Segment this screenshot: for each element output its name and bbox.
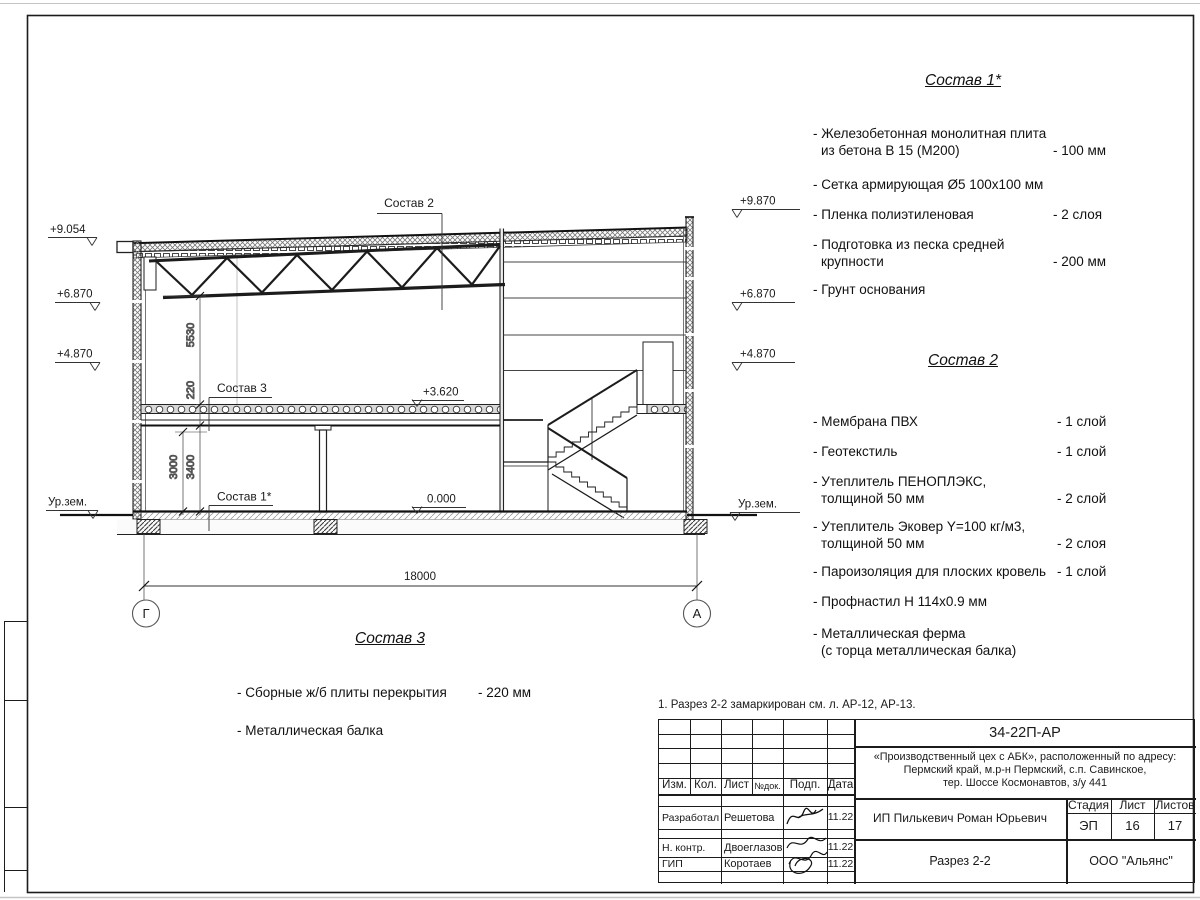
vertical-dimensions — [163, 292, 206, 516]
elevation-mark-4870-left — [55, 349, 100, 371]
hall-column — [315, 426, 331, 513]
row-name: Коротаев — [724, 858, 772, 870]
section-title: Разрез 2-2 — [929, 854, 991, 869]
list-title: Состав 2 — [928, 352, 998, 369]
list-item: - Геотекстиль - 1 слой — [813, 444, 1107, 459]
row-date: 11.22 — [827, 841, 854, 854]
list-item: - Пленка полиэтиленовая - 2 слоя — [813, 207, 1103, 222]
eave-cap — [117, 242, 133, 253]
row-role: Разработал — [662, 811, 720, 824]
col-header-list: Лист — [724, 779, 749, 792]
list-item: - Подготовка из песка средней крупности - 200 мм — [813, 237, 1107, 269]
sheet-note: 1. Разрез 2-2 замаркирован см. л. АР-12, АР-13. — [658, 699, 916, 711]
list-title: Состав 1* — [925, 72, 1001, 89]
sheets-total: 17 — [1167, 817, 1183, 833]
signature-reshetova — [783, 800, 827, 830]
floor-slab — [141, 405, 686, 433]
elevation-mark-9054 — [48, 224, 97, 246]
svg-text:Состав 3: Состав 3 — [217, 381, 267, 395]
list-item: - Металлическая ферма (с торца металлическая балка) — [813, 626, 1017, 658]
company-name: ООО "Альянс" — [1089, 854, 1173, 869]
door-opening — [643, 342, 673, 405]
elevation-text: Ур.зем. — [738, 498, 778, 511]
dim-3400-text: 3400 — [185, 454, 197, 480]
row-role: Н. контр. — [662, 841, 706, 854]
dimension-18000 — [133, 534, 711, 627]
axis-left-label: Г — [142, 606, 150, 621]
stage-value: ЭП — [1079, 817, 1098, 833]
svg-text:0.000: 0.000 — [427, 493, 456, 506]
svg-text:Состав 1*: Состав 1* — [217, 489, 272, 504]
label-level-3620 — [412, 387, 464, 407]
list-item: - Мембрана ПВХ - 1 слой — [813, 414, 1107, 429]
svg-text:Состав 2: Состав 2 — [384, 196, 434, 210]
elevation-text: +9.870 — [740, 195, 776, 208]
stage-label: Стадия — [1068, 797, 1109, 812]
row-name: Решетова — [724, 811, 775, 824]
elevation-text: Ур.зем. — [48, 496, 88, 509]
row-name: Двоеглазов — [724, 841, 783, 854]
dim-3000-text: 3000 — [168, 454, 180, 480]
sheets-label: Листов — [1155, 797, 1195, 812]
elevation-text: +4.870 — [57, 348, 93, 361]
client-name: ИП Пилькевич Роман Юрьевич — [873, 810, 1047, 825]
elevation-mark-9870 — [732, 196, 800, 218]
sheet-label: Лист — [1119, 797, 1146, 812]
col-header-data: Дата — [827, 779, 854, 792]
roof — [117, 228, 687, 259]
elevation-mark-ground-right — [730, 499, 800, 521]
row-role: ГИП — [662, 858, 683, 870]
list-title: Состав 3 — [355, 630, 425, 647]
col-header-podp: Подп. — [789, 779, 821, 792]
dim-18000-text: 18000 — [404, 571, 436, 583]
interior-wall — [500, 229, 504, 513]
project-address-line1: «Производственный цех с АБК», расположенный по адресу: — [873, 750, 1177, 763]
elevation-text: +4.870 — [740, 348, 776, 361]
dim-5530-text: 5530 — [185, 322, 197, 348]
axis-right-label: А — [692, 606, 702, 621]
signature-dvoeglazov-korotaev — [783, 832, 829, 882]
col-header-ndok: №док. — [754, 780, 781, 791]
dim-220-text: 220 — [185, 380, 197, 400]
elevation-text: +6.870 — [57, 288, 93, 301]
list-item: - Сетка армирующая Ø5 100х100 мм — [813, 177, 1044, 192]
row-date: 11.22 — [827, 857, 854, 870]
frame-left-column — [5, 621, 28, 892]
project-address-line2: Пермский край, м.р-н Пермский, с.п. Савинское, — [903, 763, 1147, 776]
list-item: - Профнастил Н 114х0.9 мм — [813, 594, 987, 609]
sheet-number: 16 — [1125, 817, 1140, 833]
stairs — [504, 370, 638, 518]
list-item: - Железобетонная монолитная плита из бетона В 15 (М200) - 100 мм — [813, 126, 1107, 158]
right-wall — [684, 217, 695, 532]
elevation-marks-left — [46, 224, 100, 519]
list-item: - Пароизоляция для плоских кровель - 1 слой — [813, 564, 1107, 579]
elevation-text: +9.054 — [50, 224, 86, 236]
elevation-mark-6870-left — [55, 289, 100, 311]
list-item: - Металлическая балка — [237, 723, 384, 738]
foundation — [60, 512, 757, 535]
doc-number: 34-22П-АР — [989, 724, 1061, 741]
title-block — [658, 719, 1195, 883]
list-item: - Утеплитель ПЕНОПЛЭКС, толщиной 50 мм - 2 слой — [813, 474, 1107, 506]
list-item: - Сборные ж/б плиты перекрытия - 220 мм — [237, 685, 532, 700]
elevation-text: +6.870 — [740, 288, 776, 301]
elevation-mark-6870-right — [732, 289, 795, 311]
second-floor-room — [504, 262, 687, 405]
svg-text:+3.620: +3.620 — [423, 386, 459, 399]
project-address-line3: тер. Шоссе Космонавтов, з/у 441 — [942, 776, 1108, 789]
list-item: - Грунт основания — [813, 282, 926, 297]
col-header-kol: Кол. — [694, 779, 717, 792]
elevation-marks-right — [730, 196, 800, 521]
row-date: 11.22 — [827, 811, 854, 824]
elevation-mark-4870-right — [732, 349, 795, 371]
col-header-izm: Изм. — [662, 779, 687, 792]
list-item: - Утеплитель Эковер Y=100 кг/м3, толщиной 50 мм - 2 слоя — [813, 519, 1107, 551]
